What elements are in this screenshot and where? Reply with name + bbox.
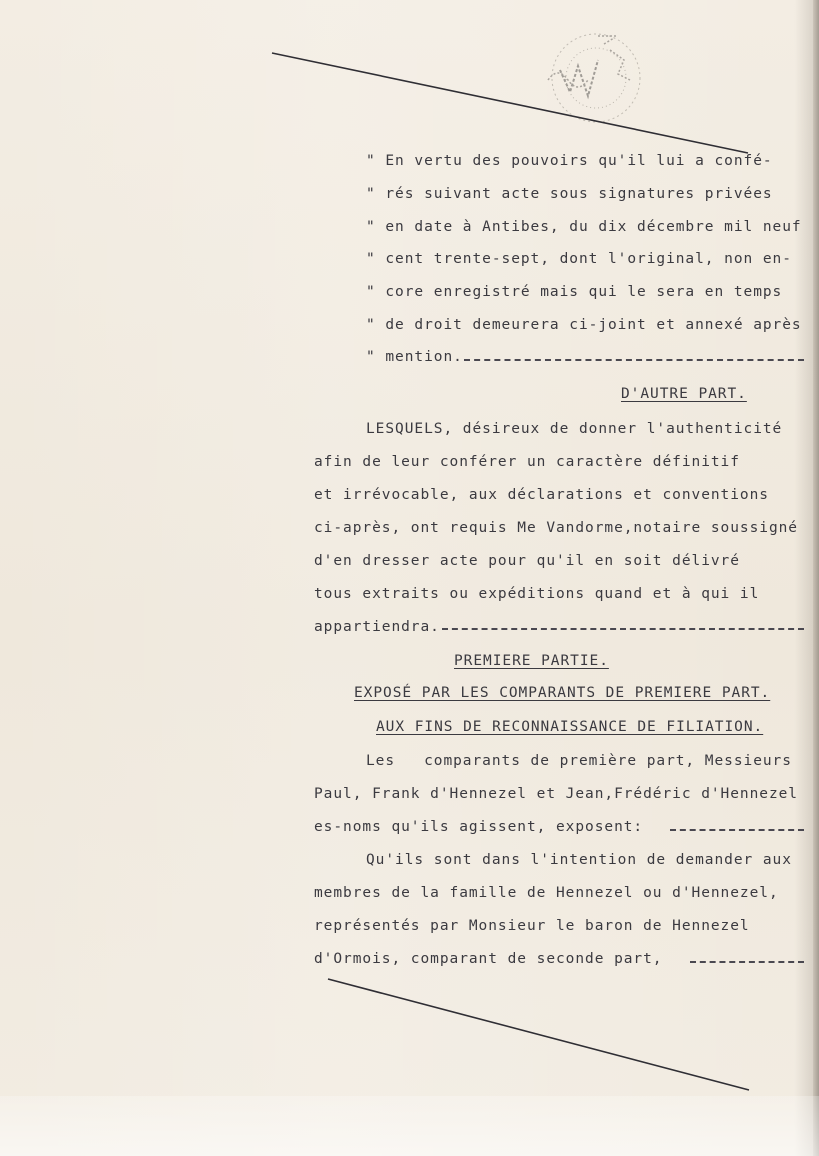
reconnaissance-heading: AUX FINS DE RECONNAISSANCE DE FILIATION. bbox=[376, 719, 764, 735]
embossed-stamp bbox=[548, 34, 640, 122]
text-line: " cent trente-sept, dont l'original, non en- bbox=[366, 251, 792, 267]
filler-dashes bbox=[442, 628, 804, 630]
text-line: d'Ormois, comparant de seconde part, bbox=[314, 951, 663, 967]
expose-heading: EXPOSÉ PAR LES COMPARANTS DE PREMIERE PART. bbox=[354, 685, 771, 701]
autre-part-heading: D'AUTRE PART. bbox=[621, 386, 747, 402]
text-line: représentés par Monsieur le baron de Hennezel bbox=[314, 918, 750, 934]
text-line: " core enregistré mais qui le sera en temps bbox=[366, 284, 783, 300]
text-line: " en date à Antibes, du dix décembre mil neuf bbox=[366, 219, 802, 235]
filler-dashes bbox=[670, 829, 804, 831]
text-line: membres de la famille de Hennezel ou d'Hennezel, bbox=[314, 885, 779, 901]
filler-dashes bbox=[464, 359, 804, 361]
text-line: " mention. bbox=[366, 349, 463, 365]
text-line: " de droit demeurera ci-joint et annexé après bbox=[366, 317, 802, 333]
text-line: Qu'ils sont dans l'intention de demander aux bbox=[366, 852, 792, 868]
text-line: afin de leur conférer un caractère définitif bbox=[314, 454, 740, 470]
text-line: appartiendra. bbox=[314, 619, 440, 635]
text-line: Paul, Frank d'Hennezel et Jean,Frédéric d'Hennezel bbox=[314, 786, 798, 802]
text-line: ci-après, ont requis Me Vandorme,notaire soussigné bbox=[314, 520, 798, 536]
text-line: d'en dresser acte pour qu'il en soit délivré bbox=[314, 553, 740, 569]
premiere-partie-heading: PREMIERE PARTIE. bbox=[454, 653, 609, 669]
text-line: et irrévocable, aux déclarations et conventions bbox=[314, 487, 769, 503]
text-line: es-noms qu'ils agissent, exposent: bbox=[314, 819, 644, 835]
text-line: Les comparants de première part, Messieurs bbox=[366, 753, 792, 769]
text-line: " En vertu des pouvoirs qu'il lui a confé- bbox=[366, 153, 773, 169]
text-line: tous extraits ou expéditions quand et à qui il bbox=[314, 586, 760, 602]
top-diagonal-strike bbox=[272, 53, 748, 153]
text-line: LESQUELS, désireux de donner l'authenticité bbox=[366, 421, 783, 437]
text-line: " rés suivant acte sous signatures privées bbox=[366, 186, 773, 202]
filler-dashes bbox=[690, 961, 804, 963]
bottom-diagonal-strike bbox=[328, 979, 749, 1090]
